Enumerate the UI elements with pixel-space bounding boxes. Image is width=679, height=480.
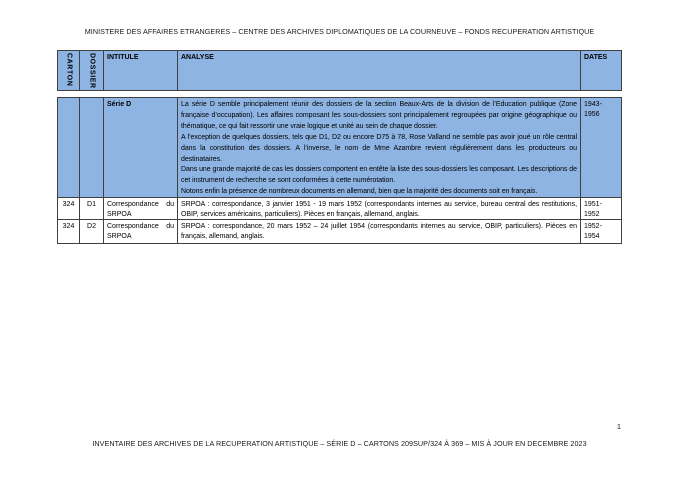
analyse-paragraph: La série D semble principalement réunir des dossiers de la section Beaux-Arts de la division de l’Education publique (Zone française d’occupation). Les affaires composant les sous-dossiers sont principalement regroupées par origine géographique ou thématique, ce qui fait ressortir une vraie logique et unité au sein de chaque dossier. [181,101,577,130]
inventory-table-body [57,97,622,244]
col-header-dossier-label: DOSSIER [88,53,96,89]
page-number: 1 [616,422,621,431]
inventory-table-header [57,50,622,91]
cell-analyse: SRPOA : correspondance, 3 janvier 1951 - 19 mars 1952 (correspondants internes au service, bureau central des restitutions, OBIP, services américains, particuliers). Pièces en français, allemand, anglais. [178,198,581,219]
cell-dossier: D1 [80,198,104,219]
cell-carton: 324 [58,220,80,243]
col-header-dossier [80,51,104,90]
analyse-paragraph: A l’exception de quelques dossiers, tels que D1, D2 ou encore D75 à 78, Rose Valland ne semble pas avoir joué un rôle central dans la constitution des dossiers. A l’inverse, le nom de Mme Azambre revient régulièrement dans les producteurs ou destinataires. [181,133,577,163]
document-header-title: MINISTERE DES AFFAIRES ETRANGERES – CENTRE DES ARCHIVES DIPLOMATIQUES DE LA COURNEUVE – FONDS RECUPERATION ARTISTIQUE [84,27,595,36]
table-row-serie-d [58,98,621,197]
col-header-dates: DATES [584,54,608,61]
cell-intitule: Correspondance du SRPOA [104,220,178,243]
cell-intitule: Série D [104,98,178,197]
cell-dates [581,198,621,219]
analyse-paragraph: Dans une grande majorité de cas les dossiers comportent en entête la liste des sous-dossiers les composant. Les descriptions de cet instrument de recherche se sont conformées à cette numérotation. [181,166,577,185]
document-footer-title: INVENTAIRE DES ARCHIVES DE LA RECUPERATION ARTISTIQUE – SÉRIE D – CARTONS 209SUP/324 À 369 – MIS À JOUR EN DECEMBRE 2023 [92,439,587,448]
col-header-intitule: INTITULE [104,51,178,90]
cell-carton: 324 [58,198,80,219]
cell-dates [581,220,621,243]
col-header-carton [58,51,80,90]
col-header-carton-label: CARTON [65,53,73,87]
cell-analyse: SRPOA : correspondance, 20 mars 1952 – 24 juillet 1954 (correspondants internes au service, OBIP, particuliers). Pièces en français, allemand, anglais. [178,220,581,243]
cell-carton [58,98,80,197]
table-row-d1 [58,197,621,219]
cell-intitule: Correspondance du SRPOA [104,198,178,219]
cell-dates [581,98,621,197]
analyse-paragraph: Notons enfin la présence de nombreux documents en allemand, bien que la majorité des documents soit en français. [181,188,538,196]
dates-value: 1952-1954 [584,223,602,240]
dates-value: 1943-1956 [584,101,602,118]
cell-dossier [80,98,104,197]
header-row [58,51,621,90]
table-row-d2 [58,219,621,243]
cell-dossier: D2 [80,220,104,243]
dates-value: 1951-1952 [584,201,602,218]
col-header-analyse: ANALYSE [178,51,581,90]
cell-analyse [178,98,581,197]
